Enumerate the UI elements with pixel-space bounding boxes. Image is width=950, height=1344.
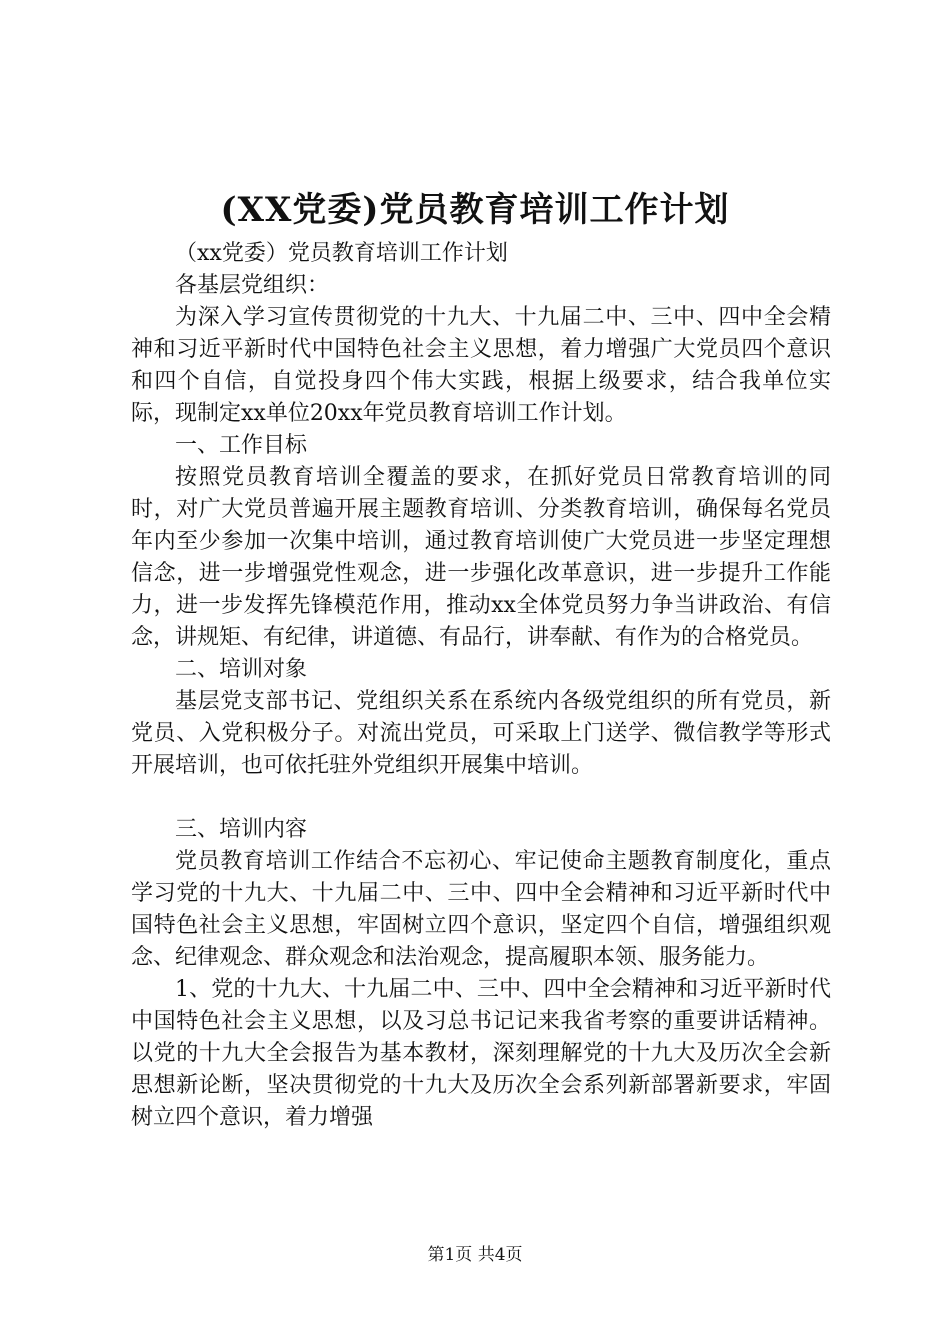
goals-paragraph: 按照党员教育培训全覆盖的要求，在抓好党员日常教育培训的同时，对广大党员普遍开展主题教育培训、分类教育培训，确保每名党员年内至少参加一次集中培训，通过教育培训使广大党员进一步坚定理想信念，进一步增强党性观念，进一步强化改革意识，进一步提升工作能力，进一步发挥先锋模范作用，推动xx全体党员努力争当讲政治、有信念，讲规矩、有纪律，讲道德、有品行，讲奉献、有作为的合格党员。 (131, 465, 831, 650)
blank-line (131, 782, 831, 814)
document-title: (XX党委)党员教育培训工作计划 (220, 190, 730, 230)
intro-paragraph: 为深入学习宣传贯彻党的十九大、十九届二中、三中、四中全会精神和习近平新时代中国特色社会主义思想，着力增强广大党员四个意识和四个自信，自觉投身四个伟大实践，根据上级要求，结合我单位实际，现制定xx单位20xx年党员教育培训工作计划。 (131, 305, 831, 426)
body-subtitle: （xx党委）党员教育培训工作计划 (175, 241, 508, 266)
section-heading-goals: 一、工作目标 (175, 433, 308, 458)
content-item-1: 1、党的十九大、十九届二中、三中、四中全会精神和习近平新时代中国特色社会主义思想，以及习总书记记来我省考察的重要讲话精神。以党的十九大全会报告为基本教材，深刻理解党的十九大及历次全会新思想新论断，坚决贯彻党的十九大及历次全会系列新部署新要求，牢固树立四个意识，着力增强 (131, 977, 831, 1130)
page-footer: 第1页 共4页 (427, 1245, 523, 1265)
section-heading-audience: 二、培训对象 (175, 657, 308, 682)
section-heading-content: 三、培训内容 (175, 817, 308, 842)
salutation: 各基层党组织： (175, 273, 330, 298)
document-body (131, 238, 831, 1134)
content-paragraph: 党员教育培训工作结合不忘初心、牢记使命主题教育制度化，重点学习党的十九大、十九届二中、三中、四中全会精神和习近平新时代中国特色社会主义思想，牢固树立四个意识，坚定四个自信，增强组织观念、纪律观念、群众观念和法治观念，提高履职本领、服务能力。 (131, 849, 831, 970)
audience-paragraph: 基层党支部书记、党组织关系在系统内各级党组织的所有党员，新党员、入党积极分子。对流出党员，可采取上门送学、微信教学等形式开展培训，也可依托驻外党组织开展集中培训。 (131, 689, 831, 778)
